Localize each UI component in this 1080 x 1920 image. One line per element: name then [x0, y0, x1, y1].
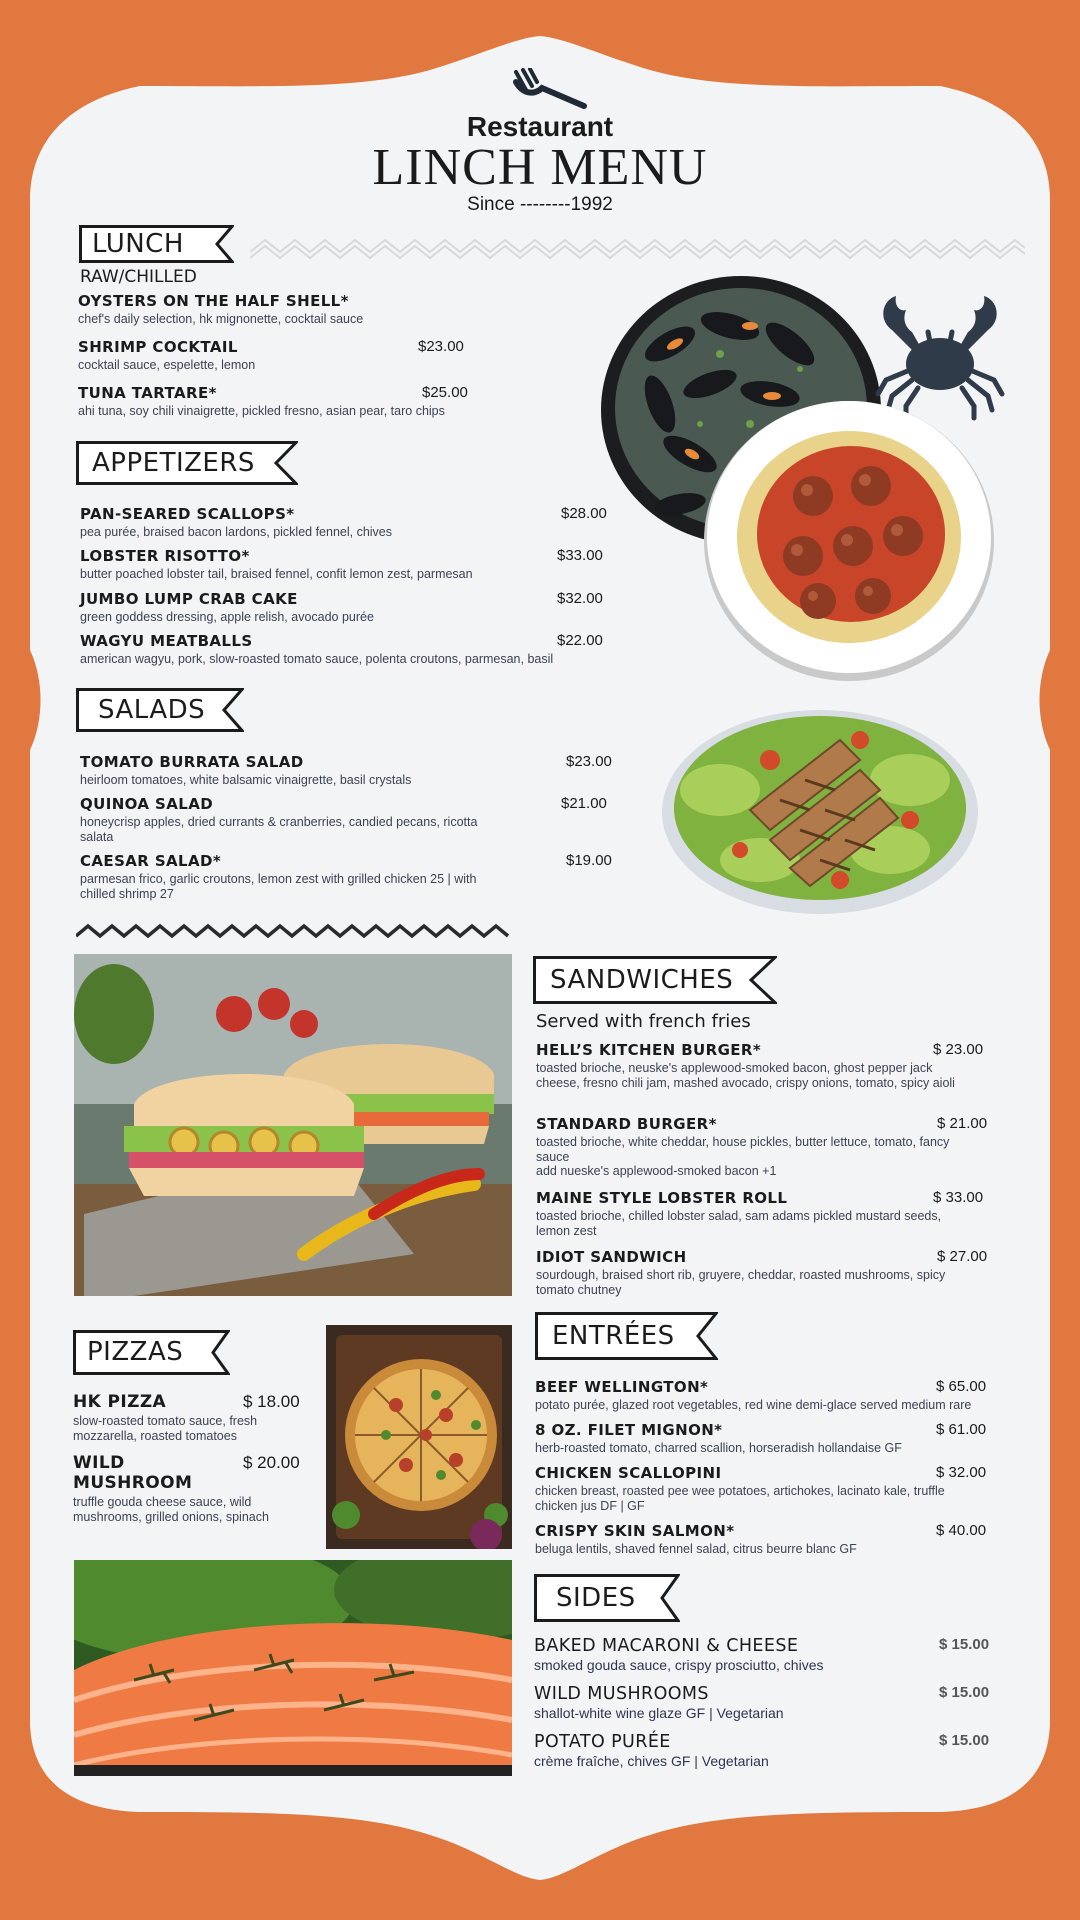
menu-item [536, 1115, 991, 1179]
pizzas-title: PIZZAS [87, 1337, 184, 1367]
item-name: HELL’S KITCHEN BURGER* [536, 1041, 762, 1059]
item-desc: herb-roasted tomato, charred scallion, horseradish hollandaise GF [535, 1441, 902, 1455]
menu-item [78, 292, 478, 327]
item-price: $ 21.00 [937, 1115, 988, 1132]
item-desc: beluga lentils, shaved fennel salad, citrus beurre blanc GF [535, 1542, 857, 1556]
sandwich-photo [74, 954, 512, 1296]
since-line: Since --------1992 [467, 194, 613, 215]
item-name: WILD MUSHROOM [73, 1453, 193, 1493]
item-desc: chicken breast, roasted pee wee potatoes, artichokes, lacinato kale, truffle chicken jus DF | GF [535, 1484, 945, 1513]
item-name: 8 OZ. FILET MIGNON* [535, 1421, 723, 1439]
entrees-title: ENTRÉES [552, 1321, 675, 1351]
item-price: $28.00 [561, 505, 607, 522]
pizzas-banner [73, 1330, 230, 1375]
item-desc: green goddess dressing, apple relish, avocado purée [80, 610, 374, 624]
menu-item [80, 795, 620, 844]
menu-item [80, 547, 610, 582]
item-name: POTATO PURÉE [534, 1732, 671, 1752]
zigzag-divider [76, 923, 510, 939]
item-price: $ 18.00 [243, 1392, 300, 1411]
item-name: TOMATO BURRATA SALAD [80, 753, 304, 771]
sandwiches-subtitle: Served with french fries [536, 1011, 751, 1032]
item-name: BEEF WELLINGTON* [535, 1378, 709, 1396]
item-desc-extra: add nueske's applewood-smoked bacon +1 [536, 1164, 777, 1178]
menu-item [535, 1421, 1000, 1456]
pizza-photo [326, 1325, 512, 1549]
menu-item [534, 1636, 1004, 1673]
item-price: $ 61.00 [936, 1421, 987, 1438]
item-price: $ 27.00 [937, 1248, 988, 1265]
item-price: $ 15.00 [939, 1684, 990, 1701]
menu-item [534, 1684, 1004, 1721]
item-desc: parmesan frico, garlic croutons, lemon zest with grilled chicken 25 | with chilled shrimp 27 [80, 872, 477, 901]
item-price: $ 15.00 [939, 1636, 990, 1653]
menu-item [78, 384, 498, 419]
item-price: $25.00 [422, 384, 468, 401]
item-price: $ 20.00 [243, 1453, 300, 1472]
item-name: IDIOT SANDWICH [536, 1248, 687, 1266]
item-price: $22.00 [557, 632, 603, 649]
menu-item [73, 1453, 313, 1524]
lunch-subtitle: RAW/CHILLED [80, 267, 197, 287]
item-name: MAINE STYLE LOBSTER ROLL [536, 1189, 788, 1207]
item-desc: shallot-white wine glaze GF | Vegetarian [534, 1705, 784, 1721]
item-desc: slow-roasted tomato sauce, fresh mozzarella, roasted tomatoes [73, 1414, 258, 1443]
item-price: $23.00 [566, 753, 612, 770]
fork-icon [512, 68, 590, 112]
item-price: $ 23.00 [933, 1041, 984, 1058]
lunch-title: LUNCH [92, 229, 184, 259]
item-desc: toasted brioche, neuske's applewood-smoked bacon, ghost pepper jack cheese, fresno chili jam, mashed avocado, crispy onions, tomato, spicy aioli [536, 1061, 955, 1090]
item-name: WILD MUSHROOMS [534, 1684, 709, 1704]
item-desc: toasted brioche, chilled lobster salad, sam adams pickled mustard seeds, lemon zest [536, 1209, 942, 1238]
menu-item [73, 1392, 313, 1443]
item-desc: ahi tuna, soy chili vinaigrette, pickled fresno, asian pear, taro chips [78, 404, 445, 418]
appetizers-title: APPETIZERS [92, 448, 255, 478]
menu-item [535, 1378, 1000, 1413]
menu-item [78, 338, 478, 373]
menu-item [535, 1464, 1000, 1513]
menu-item [80, 505, 610, 540]
item-desc: smoked gouda sauce, crispy prosciutto, chives [534, 1657, 824, 1673]
item-desc: potato purée, glazed root vegetables, red wine demi-glace served medium rare [535, 1398, 972, 1412]
item-desc: crème fraîche, chives GF | Vegetarian [534, 1753, 769, 1769]
item-price: $ 15.00 [939, 1732, 990, 1749]
item-name: PAN-SEARED SCALLOPS* [80, 505, 295, 523]
sides-title: SIDES [556, 1583, 636, 1613]
menu-item [536, 1041, 991, 1090]
item-desc: truffle gouda cheese sauce, wild mushrooms, grilled onions, spinach [73, 1495, 269, 1524]
item-desc: sourdough, braised short rib, gruyere, cheddar, roasted mushrooms, spicy tomato chutney [536, 1268, 946, 1297]
appetizers-banner [76, 441, 298, 485]
menu-item [80, 590, 610, 625]
item-desc: butter poached lobster tail, braised fennel, confit lemon zest, parmesan [80, 567, 473, 581]
menu-item [80, 852, 620, 901]
item-name: WAGYU MEATBALLS [80, 632, 253, 650]
item-price: $33.00 [557, 547, 603, 564]
menu-item [534, 1732, 1004, 1769]
item-name: STANDARD BURGER* [536, 1115, 717, 1133]
menu-item [536, 1189, 991, 1238]
item-name: TUNA TARTARE* [78, 384, 217, 402]
zigzag-divider-top [250, 236, 1025, 260]
salmon-photo [74, 1560, 512, 1776]
item-price: $ 33.00 [933, 1189, 984, 1206]
salads-banner [76, 688, 244, 732]
item-price: $ 40.00 [936, 1522, 987, 1539]
salads-title: SALADS [98, 695, 206, 725]
menu-item [535, 1522, 1000, 1557]
menu-title: LINCH MENU [372, 139, 708, 196]
item-name: BAKED MACARONI & CHEESE [534, 1636, 799, 1656]
sandwiches-title: SANDWICHES [550, 965, 734, 995]
item-desc: toasted brioche, white cheddar, house pickles, butter lettuce, tomato, fancy sauce [536, 1135, 950, 1164]
item-desc: honeycrisp apples, dried currants & cranberries, candied pecans, ricotta salata [80, 815, 478, 844]
item-name: JUMBO LUMP CRAB CAKE [80, 590, 298, 608]
item-price: $ 65.00 [936, 1378, 987, 1395]
entrees-banner [535, 1312, 718, 1360]
item-name: QUINOA SALAD [80, 795, 214, 813]
item-desc: chef's daily selection, hk mignonette, cocktail sauce [78, 312, 364, 326]
item-price: $19.00 [566, 852, 612, 869]
item-name: HK PIZZA [73, 1392, 167, 1412]
item-desc: pea purée, braised bacon lardons, pickled fennel, chives [80, 525, 393, 539]
menu-item [80, 632, 610, 667]
menu-item [80, 753, 620, 788]
item-desc: american wagyu, pork, slow-roasted tomato sauce, polenta croutons, parmesan, basil [80, 652, 554, 666]
item-desc: cocktail sauce, espelette, lemon [78, 358, 256, 372]
item-name: CAESAR SALAD* [80, 852, 222, 870]
item-name: CRISPY SKIN SALMON* [535, 1522, 735, 1540]
item-name: LOBSTER RISOTTO* [80, 547, 250, 565]
item-price: $32.00 [557, 590, 603, 607]
item-price: $ 32.00 [936, 1464, 987, 1481]
lunch-banner [79, 225, 234, 263]
item-name: CHICKEN SCALLOPINI [535, 1464, 722, 1482]
menu-item [536, 1248, 991, 1297]
item-price: $23.00 [418, 338, 464, 355]
sandwiches-banner [533, 956, 777, 1004]
item-price: $21.00 [561, 795, 607, 812]
header-restaurant: Restaurant [466, 111, 614, 142]
spaghetti-meatballs-photo [703, 396, 995, 682]
sides-banner [534, 1574, 680, 1622]
grilled-chicken-salad-photo [660, 700, 980, 918]
item-name: OYSTERS ON THE HALF SHELL* [78, 292, 349, 310]
item-name: SHRIMP COCKTAIL [78, 338, 238, 356]
item-desc: heirloom tomatoes, white balsamic vinaigrette, basil crystals [80, 773, 412, 787]
